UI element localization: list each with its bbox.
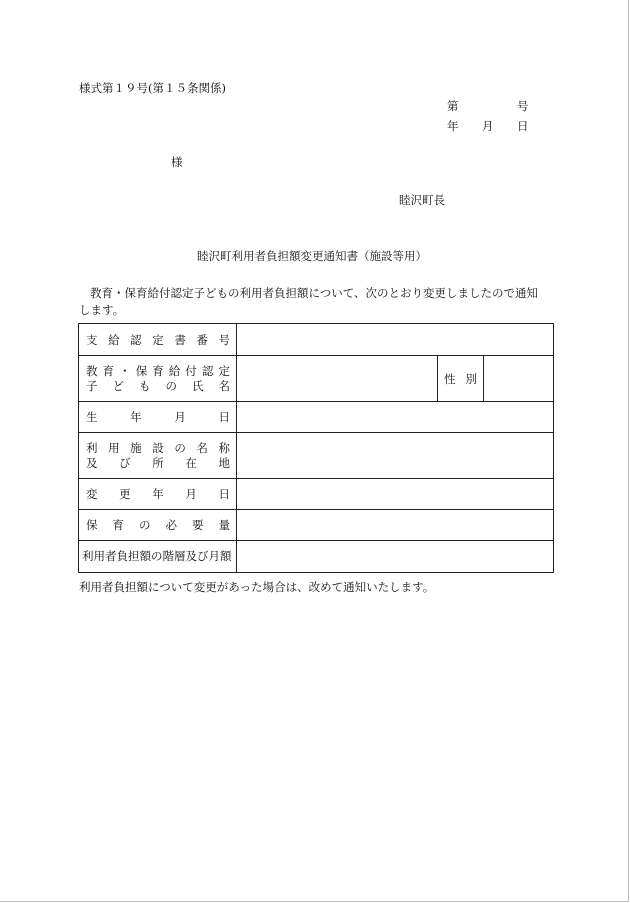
date-year: 年 — [447, 119, 459, 133]
label-fee-tier — [79, 541, 237, 573]
label-certificate-number-text: 支 給 認 定 書 番 号 — [86, 332, 230, 347]
document-title: 睦沢町利用者負担額変更通知書（施設等用） — [197, 249, 427, 263]
document-number-prefix: 第 — [447, 99, 459, 113]
label-change-date — [79, 479, 237, 510]
document-number-suffix: 号 — [517, 99, 529, 113]
value-child-name — [237, 356, 438, 402]
label-gender — [438, 356, 484, 402]
value-care-amount — [237, 510, 554, 541]
value-facility — [237, 433, 554, 479]
row-change-date — [79, 479, 554, 510]
label-child-name-line2: 子 ど も の 氏 名 — [86, 378, 230, 393]
row-care-amount — [79, 510, 554, 541]
intro-line-2: します。 — [79, 303, 125, 317]
intro-line-1: 教育・保育給付認定子どもの利用者負担額について、次のとおり変更しましたので通知 — [90, 286, 539, 300]
label-facility-line2: 及 び 所 在 地 — [86, 455, 230, 470]
label-care-amount — [79, 510, 237, 541]
addressee-suffix: 様 — [171, 155, 183, 169]
value-change-date — [237, 479, 554, 510]
value-fee-tier — [237, 541, 554, 573]
row-fee-tier — [79, 541, 554, 573]
label-change-date-text: 変 更 年 月 日 — [86, 487, 230, 501]
value-gender — [484, 356, 554, 402]
label-care-amount-text: 保 育 の 必 要 量 — [86, 518, 230, 532]
label-child-name — [79, 356, 237, 402]
label-gender-betsu: 別 — [465, 371, 477, 386]
issuer-name: 睦沢町長 — [399, 193, 445, 207]
row-certificate-number — [79, 324, 554, 356]
notification-table — [78, 323, 554, 573]
label-child-name-line1: 教 育 ・ 保 育 給 付 認 定 — [86, 363, 230, 378]
value-birth-date — [237, 402, 554, 433]
row-facility — [79, 433, 554, 479]
value-certificate-number — [237, 324, 554, 356]
row-birth-date — [79, 402, 554, 433]
row-child-name — [79, 356, 554, 402]
label-facility-line1: 利 用 施 設 の 名 称 — [86, 440, 230, 455]
date-day: 日 — [517, 119, 529, 133]
footer-note: 利用者負担額について変更があった場合は、改めて通知いたします。 — [79, 580, 435, 594]
label-birth-date — [79, 402, 237, 433]
label-birth-date-text: 生 年 月 日 — [86, 410, 230, 424]
label-certificate-number — [79, 324, 237, 356]
form-number: 様式第１９号(第１５条関係) — [79, 81, 226, 95]
date-month: 月 — [482, 119, 494, 133]
label-gender-sei: 性 — [444, 371, 456, 386]
label-fee-tier-text: 利用者負担額の階層及び月額 — [82, 549, 232, 563]
label-facility — [79, 433, 237, 479]
